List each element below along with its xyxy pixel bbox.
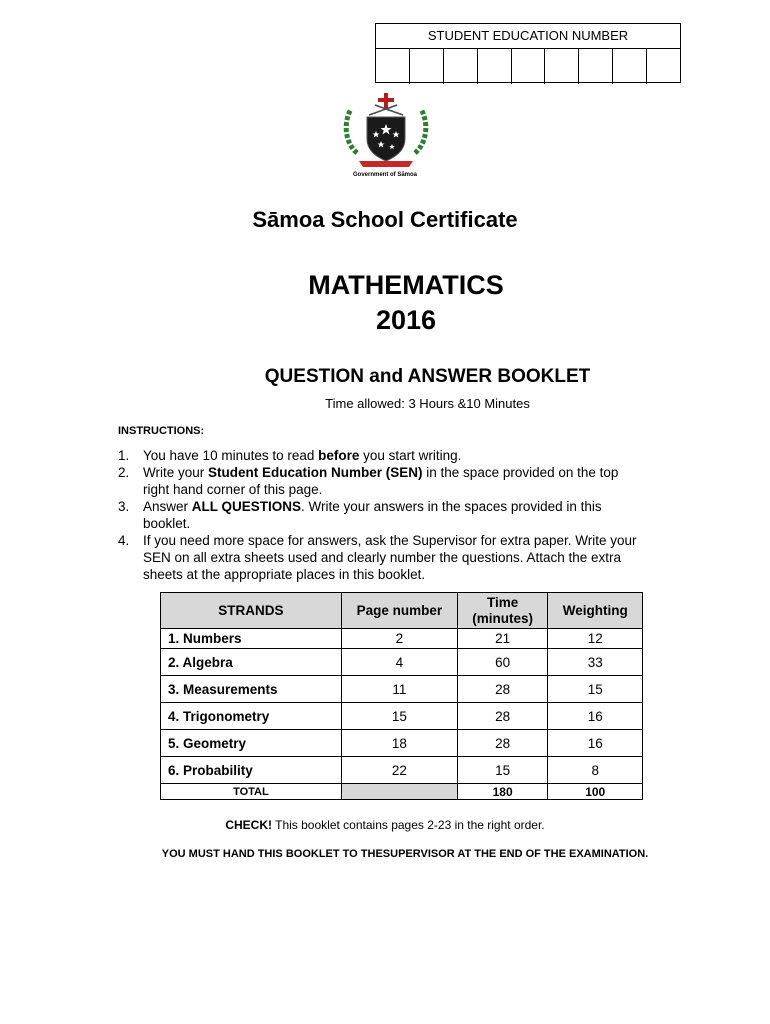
instruction-number: 2.	[118, 465, 130, 480]
time-cell: 28	[457, 676, 548, 703]
weighting-cell: 8	[548, 757, 643, 784]
strand-cell: 3. Measurements	[161, 676, 342, 703]
page-cell: 11	[341, 676, 457, 703]
instruction-number: 4.	[118, 533, 130, 548]
instruction-text: you start writing.	[359, 448, 462, 463]
table-header-row	[161, 593, 643, 629]
page-cell: 4	[341, 649, 457, 676]
time-cell: 21	[457, 629, 548, 649]
instruction-item	[118, 498, 648, 532]
table-row	[161, 629, 643, 649]
page-cell: 15	[341, 703, 457, 730]
table-row	[161, 676, 643, 703]
time-cell: 28	[457, 730, 548, 757]
time-cell: 60	[457, 649, 548, 676]
instruction-item	[118, 447, 648, 464]
instruction-bold: before	[318, 448, 360, 463]
sen-cell[interactable]	[613, 49, 647, 84]
table-row	[161, 649, 643, 676]
time-cell: 15	[457, 757, 548, 784]
check-line	[0, 818, 770, 832]
sen-cell[interactable]	[376, 49, 410, 84]
exam-year: 2016	[375, 305, 437, 335]
sen-cell[interactable]	[478, 49, 512, 84]
strands-table	[160, 592, 643, 800]
strand-cell: 4. Trigonometry	[161, 703, 342, 730]
certificate-title: Sāmoa School Certificate	[252, 207, 518, 232]
instructions-list	[118, 447, 648, 583]
check-text: This booklet contains pages 2-23 in the right order.	[272, 818, 545, 832]
sen-cell[interactable]	[579, 49, 613, 84]
instructions-heading: INSTRUCTIONS:	[118, 425, 205, 437]
sen-cell[interactable]	[410, 49, 444, 84]
instruction-bold: Student Education Number (SEN)	[208, 465, 423, 480]
seal-caption: Government of Sāmoa	[352, 172, 417, 178]
weighting-cell: 33	[548, 649, 643, 676]
total-row	[161, 784, 643, 800]
instruction-text: in the space provided on the top right hand corner of this page.	[143, 465, 619, 497]
header-weighting: Weighting	[548, 593, 643, 629]
total-page-cell	[341, 784, 457, 800]
time-allowed: Time allowed: 3 Hours &10 Minutes	[325, 396, 530, 411]
instruction-text: Write your	[143, 465, 209, 480]
sen-cell[interactable]	[512, 49, 546, 84]
sen-cell[interactable]	[647, 49, 680, 84]
sen-cell[interactable]	[545, 49, 579, 84]
instruction-text: You have 10 minutes to read	[143, 448, 319, 463]
table-row	[161, 730, 643, 757]
sen-cells[interactable]	[376, 49, 680, 84]
sen-box	[375, 23, 681, 83]
sen-label: STUDENT EDUCATION NUMBER	[376, 24, 680, 49]
table-row	[161, 757, 643, 784]
weighting-cell: 16	[548, 703, 643, 730]
total-label: TOTAL	[161, 784, 342, 800]
weighting-cell: 12	[548, 629, 643, 649]
page-cell: 2	[341, 629, 457, 649]
header-page-number: Page number	[341, 593, 457, 629]
booklet-title: QUESTION and ANSWER BOOKLET	[264, 366, 591, 387]
strand-cell: 1. Numbers	[161, 629, 342, 649]
strand-cell: 2. Algebra	[161, 649, 342, 676]
instruction-bold: ALL QUESTIONS	[191, 499, 302, 514]
total-weighting-cell: 100	[548, 784, 643, 800]
page-cell: 22	[341, 757, 457, 784]
time-cell: 28	[457, 703, 548, 730]
instruction-item	[118, 464, 648, 498]
check-bold: CHECK!	[225, 818, 273, 832]
instruction-item	[118, 532, 648, 583]
page-cell: 18	[341, 730, 457, 757]
instruction-text: Answer	[143, 499, 192, 514]
sen-cell[interactable]	[444, 49, 478, 84]
final-note: YOU MUST HAND THIS BOOKLET TO THESUPERVISOR AT THE END OF THE EXAMINATION.	[161, 848, 649, 860]
coat-of-arms-icon	[339, 91, 433, 171]
subject-title: MATHEMATICS	[308, 270, 504, 300]
instruction-text: If you need more space for answers, ask the Supervisor for extra paper. Write your SEN on all extra sheets used and clearly number the questions. Attach the extra sheets at the appropriate places in this booklet.	[143, 533, 637, 582]
header-strands: STRANDS	[161, 593, 342, 629]
strand-cell: 5. Geometry	[161, 730, 342, 757]
strand-cell: 6. Probability	[161, 757, 342, 784]
table-row	[161, 703, 643, 730]
instruction-text: . Write your answers in the spaces provided in this booklet.	[143, 499, 602, 531]
header-time: Time (minutes)	[457, 593, 548, 629]
weighting-cell: 16	[548, 730, 643, 757]
total-time-cell: 180	[457, 784, 548, 800]
instruction-number: 3.	[118, 499, 130, 514]
instruction-number: 1.	[118, 448, 130, 463]
weighting-cell: 15	[548, 676, 643, 703]
